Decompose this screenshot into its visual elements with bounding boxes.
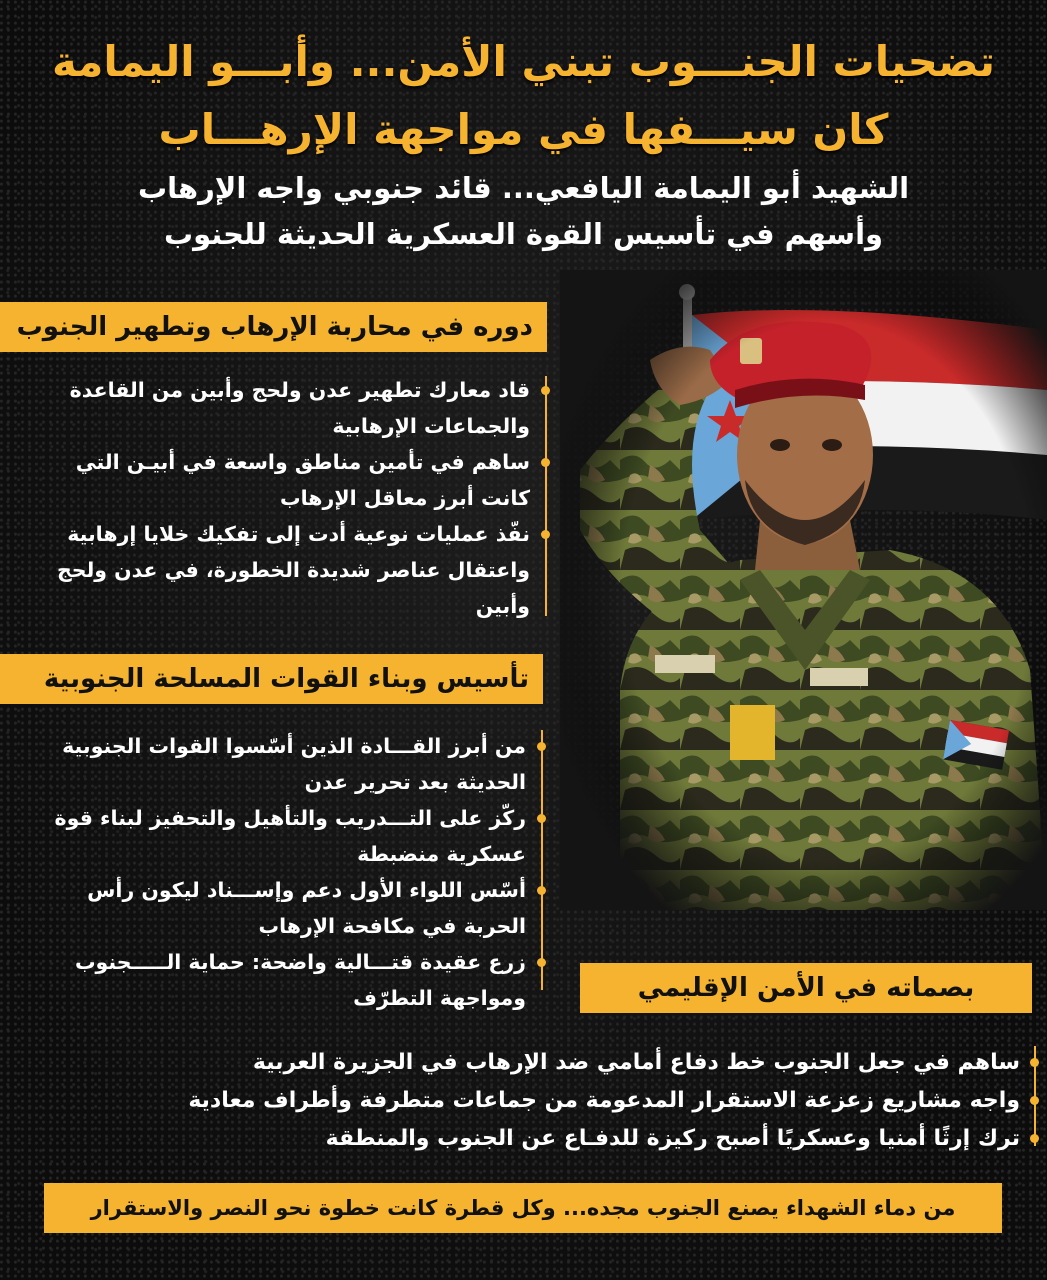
section3-dot-3 — [1030, 1134, 1039, 1143]
section2-dot-1 — [537, 742, 546, 751]
section1-bullet-3: نفّذ عمليات نوعية أدت إلى تفكيك خلايا إرهابية واعتقال عناصر شديدة الخطورة، في عدن ولحج وأبين — [57, 522, 530, 618]
section3-bullet-2: واجه مشاريع زعزعة الاستقرار المدعومة من جماعات متطرفة وأطراف معادية — [188, 1088, 1020, 1113]
section1-bullet-2: ساهم في تأمين مناطق واسعة في أبيـن التي كانت أبرز معاقل الإرهاب — [75, 450, 530, 510]
subtitle-line2: وأسهم في تأسيس القوة العسكرية الحديثة للجنوب — [163, 217, 884, 251]
section1-dot-2 — [541, 458, 550, 467]
section3-bullet-1: ساهم في جعل الجنوب خط دفاع أمامي ضد الإرهاب في الجزيرة العربية — [252, 1050, 1020, 1075]
section2-bullet-3: أسّس اللواء الأول دعم وإســـناد ليكون رأس الحربة في مكافحة الإرهاب — [87, 878, 526, 938]
section3-heading: بصماته في الأمن الإقليمي — [580, 963, 1032, 1013]
section1-heading: دوره في محاربة الإرهاب وتطهير الجنوب — [0, 302, 547, 352]
section2-heading: تأسيس وبناء القوات المسلحة الجنوبية — [0, 654, 543, 704]
section2-dot-4 — [537, 958, 546, 967]
section1-bullet-1: قاد معارك تطهير عدن ولحج وأبين من القاعدة والجماعات الإرهابية — [69, 378, 530, 438]
main-title-line1: تضحيات الجنـــوب تبني الأمن... وأبـــو اليمامة — [51, 37, 996, 86]
section3-bullet-3: ترك إرثًا أمنيا وعسكريًا أصبح ركيزة للدفـاع عن الجنوب والمنطقة — [325, 1126, 1020, 1151]
section2-timeline — [541, 730, 543, 990]
section2-bullet-4: زرع عقيدة قتـــالية واضحة: حماية الـــــجنوب ومواجهة التطرّف — [74, 950, 526, 1010]
soldier-portrait — [560, 270, 1047, 910]
section1-dot-1 — [541, 386, 550, 395]
section2-dot-2 — [537, 814, 546, 823]
footer-banner: من دماء الشهداء يصنع الجنوب مجده... وكل قطرة كانت خطوة نحو النصر والاستقرار — [44, 1183, 1002, 1233]
section1-dot-3 — [541, 530, 550, 539]
section2-dot-3 — [537, 886, 546, 895]
section3-dot-2 — [1030, 1096, 1039, 1105]
subtitle-line1: الشهيد أبو اليمامة اليافعي... قائد جنوبي واجه الإرهاب — [137, 171, 910, 205]
section3-dot-1 — [1030, 1058, 1039, 1067]
main-title-line2: كان سيـــفها في مواجهة الإرهـــاب — [158, 105, 889, 154]
section1-timeline — [545, 376, 547, 616]
section2-bullet-1: من أبرز القـــادة الذين أسّسوا القوات الجنوبية الحديثة بعد تحرير عدن — [62, 734, 526, 794]
section2-bullet-2: ركّز على التـــدريب والتأهيل والتحفيز لبناء قوة عسكرية منضبطة — [54, 806, 526, 866]
